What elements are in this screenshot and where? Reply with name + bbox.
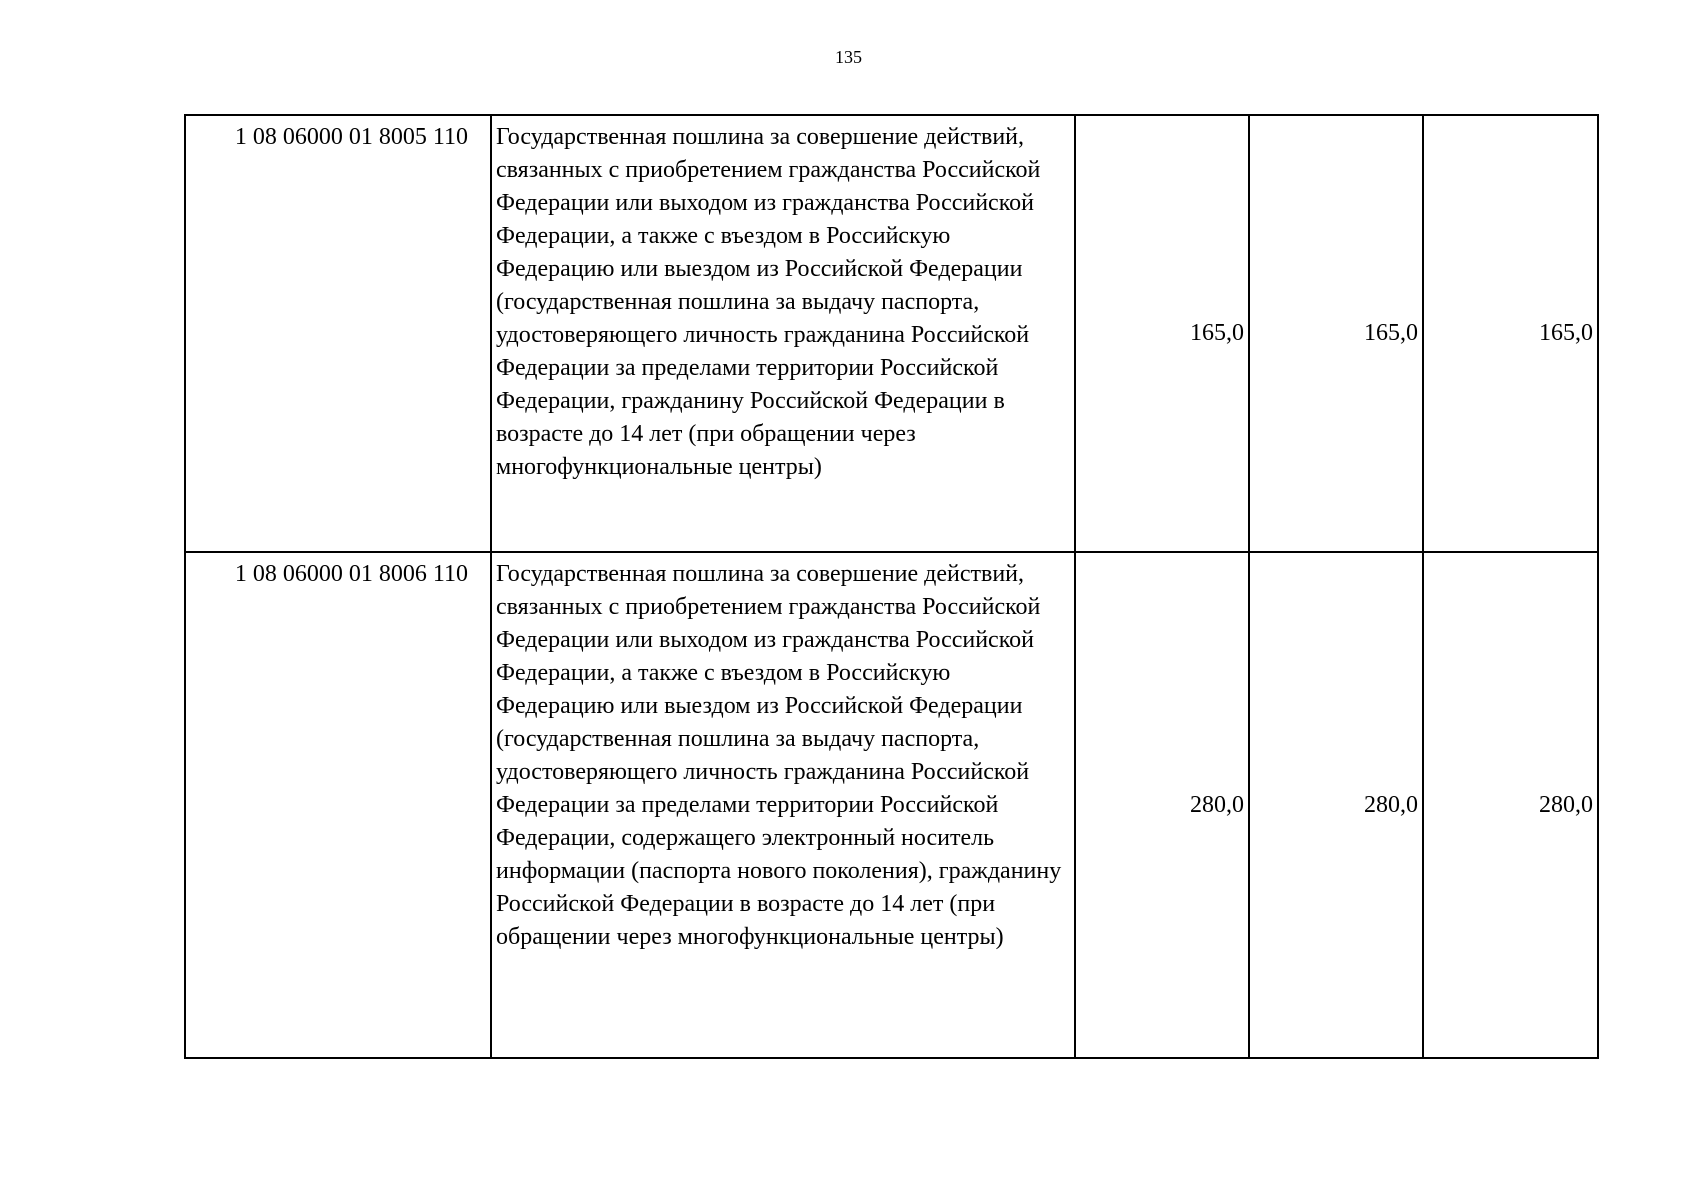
- budget-table: [184, 114, 1599, 1059]
- amount-year-1: 280,0: [1075, 552, 1249, 1058]
- revenue-description: Государственная пошлина за совершение действий, связанных с приобретением гражданства Российской Федерации или выходом из гражданства Российской Федерации, а также с въездом в Российскую Федерацию или выездом из Российской Федерации (государственная пошлина за выдачу паспорта, удостоверяющего личность гражданина Российской Федерации за пределами территории Российской Федерации, содержащего электронный носитель информации (паспорта нового поколения), гражданину Российской Федерации в возрасте до 14 лет (при обращении через многофункциональные центры): [491, 552, 1075, 1058]
- amount-year-1: 165,0: [1075, 115, 1249, 552]
- budget-classification-code: 1 08 06000 01 8006 110: [185, 552, 491, 1058]
- amount-year-2: 165,0: [1249, 115, 1423, 552]
- amount-year-2: 280,0: [1249, 552, 1423, 1058]
- amount-year-3: 280,0: [1423, 552, 1598, 1058]
- table-row: [185, 115, 1598, 552]
- table-row: [185, 552, 1598, 1058]
- page-number: 135: [835, 47, 862, 67]
- amount-year-3: 165,0: [1423, 115, 1598, 552]
- budget-classification-code: 1 08 06000 01 8005 110: [185, 115, 491, 552]
- revenue-description: Государственная пошлина за совершение действий, связанных с приобретением гражданства Российской Федерации или выходом из гражданства Российской Федерации, а также с въездом в Российскую Федерацию или выездом из Российской Федерации (государственная пошлина за выдачу паспорта, удостоверяющего личность гражданина Российской Федерации за пределами территории Российской Федерации, гражданину Российской Федерации в возрасте до 14 лет (при обращении через многофункциональные центры): [491, 115, 1075, 552]
